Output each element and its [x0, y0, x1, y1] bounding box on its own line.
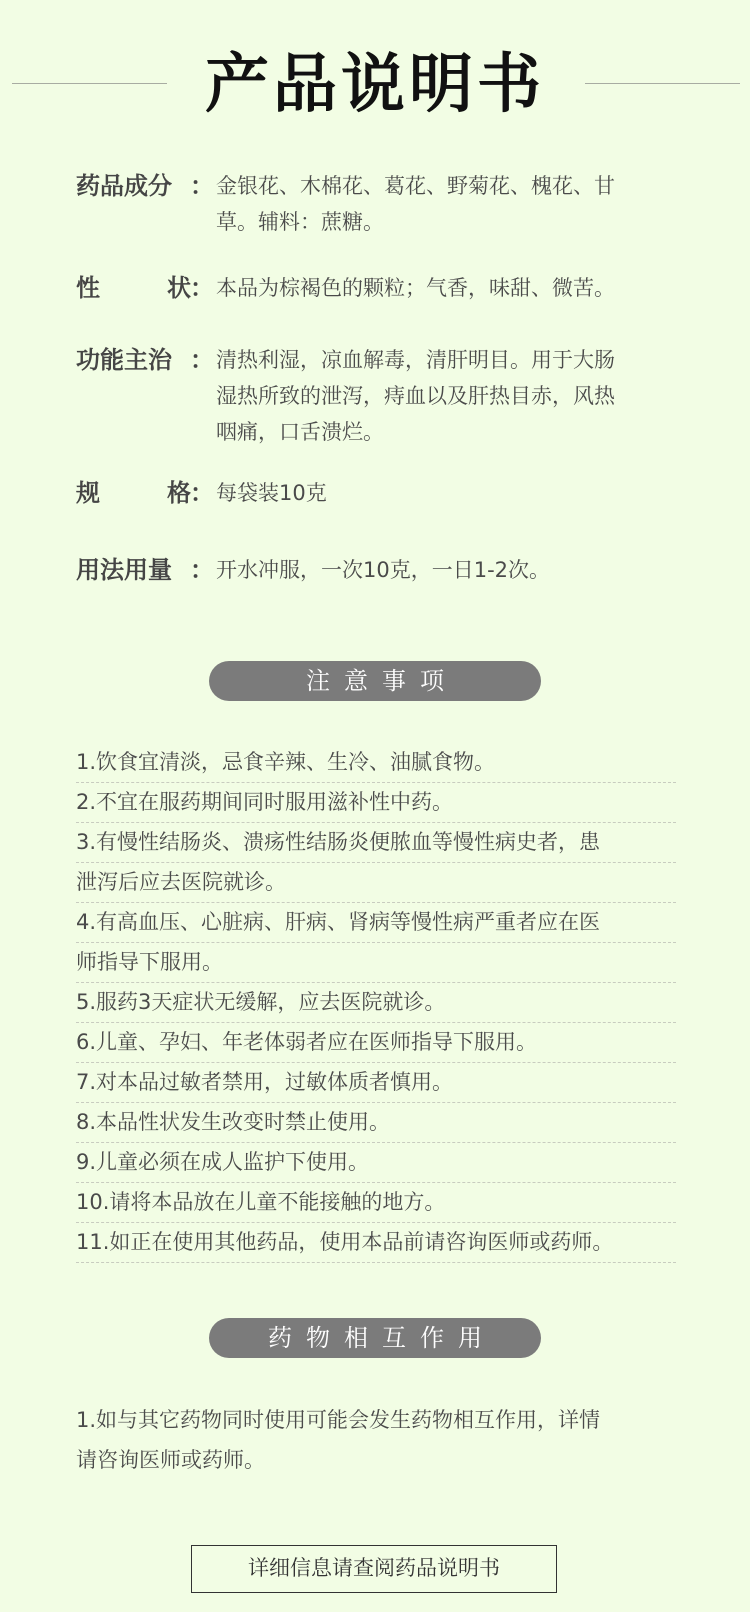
value-line: 草。辅料：蔗糖。: [216, 210, 384, 234]
label-char: 规: [76, 479, 100, 507]
value-line: 金银花、木棉花、葛花、野菊花、槐花、甘: [216, 174, 615, 198]
field-value: [216, 475, 676, 511]
field-colon: ：: [190, 274, 214, 302]
field-value: [216, 552, 676, 588]
interaction-line: 请咨询医师或药师。: [76, 1448, 265, 1472]
field-label: [76, 475, 191, 511]
list-item: 8.本品性状发生改变时禁止使用。: [76, 1103, 676, 1143]
field-colon: ：: [190, 479, 214, 507]
list-item: 6.儿童、孕妇、年老体弱者应在医师指导下服用。: [76, 1023, 676, 1063]
label-char: 状: [167, 274, 191, 302]
field-label: [76, 270, 191, 306]
list-item: 1.饮食宜清淡，忌食辛辣、生冷、油腻食物。: [76, 743, 676, 783]
field-label: 用法用量: [76, 556, 172, 584]
list-item: 9.儿童必须在成人监护下使用。: [76, 1143, 676, 1183]
list-item: 师指导下服用。: [76, 943, 676, 983]
field-colon: ：: [190, 172, 214, 200]
value-line: 清热利湿，凉血解毒，清肝明目。用于大肠: [216, 348, 615, 372]
value-line: 咽痛，口舌溃烂。: [216, 420, 384, 444]
list-item: 11.如正在使用其他药品，使用本品前请咨询医师或药师。: [76, 1223, 676, 1263]
list-item: 2.不宜在服药期间同时服用滋补性中药。: [76, 783, 676, 823]
field-colon: ：: [190, 556, 214, 584]
list-item: 3.有慢性结肠炎、溃疡性结肠炎便脓血等慢性病史者，患: [76, 823, 676, 863]
precautions-list: [76, 743, 676, 1263]
value-line: 每袋装10克: [216, 481, 327, 505]
field-value: [216, 168, 676, 240]
value-line: 湿热所致的泄泻，痔血以及肝热目赤，风热: [216, 384, 615, 408]
list-item: 泄泻后应去医院就诊。: [76, 863, 676, 903]
page-header: [0, 45, 750, 125]
list-item: 5.服药3天症状无缓解，应去医院就诊。: [76, 983, 676, 1023]
field-label: 功能主治: [76, 346, 172, 374]
header-divider-right: [585, 83, 740, 84]
field-value: [216, 342, 676, 450]
field-value: [216, 270, 676, 306]
page-title: 产品说明书: [205, 48, 545, 122]
interaction-heading: 药物相互作用: [209, 1318, 541, 1358]
value-line: 开水冲服，一次10克，一日1-2次。: [216, 558, 551, 582]
interaction-line: 1.如与其它药物同时使用可能会发生药物相互作用，详情: [76, 1408, 601, 1432]
list-item: 4.有高血压、心脏病、肝病、肾病等慢性病严重者应在医: [76, 903, 676, 943]
value-line: 本品为棕褐色的颗粒；气香，味甜、微苦。: [216, 276, 615, 300]
field-colon: ：: [190, 346, 214, 374]
label-char: 性: [76, 274, 100, 302]
interaction-text: [76, 1400, 676, 1480]
field-label: 药品成分: [76, 172, 172, 200]
label-char: 格: [167, 479, 191, 507]
footer-notice: 详细信息请查阅药品说明书: [191, 1545, 557, 1593]
list-item: 10.请将本品放在儿童不能接触的地方。: [76, 1183, 676, 1223]
precautions-heading: 注意事项: [209, 661, 541, 701]
list-item: 7.对本品过敏者禁用，过敏体质者慎用。: [76, 1063, 676, 1103]
